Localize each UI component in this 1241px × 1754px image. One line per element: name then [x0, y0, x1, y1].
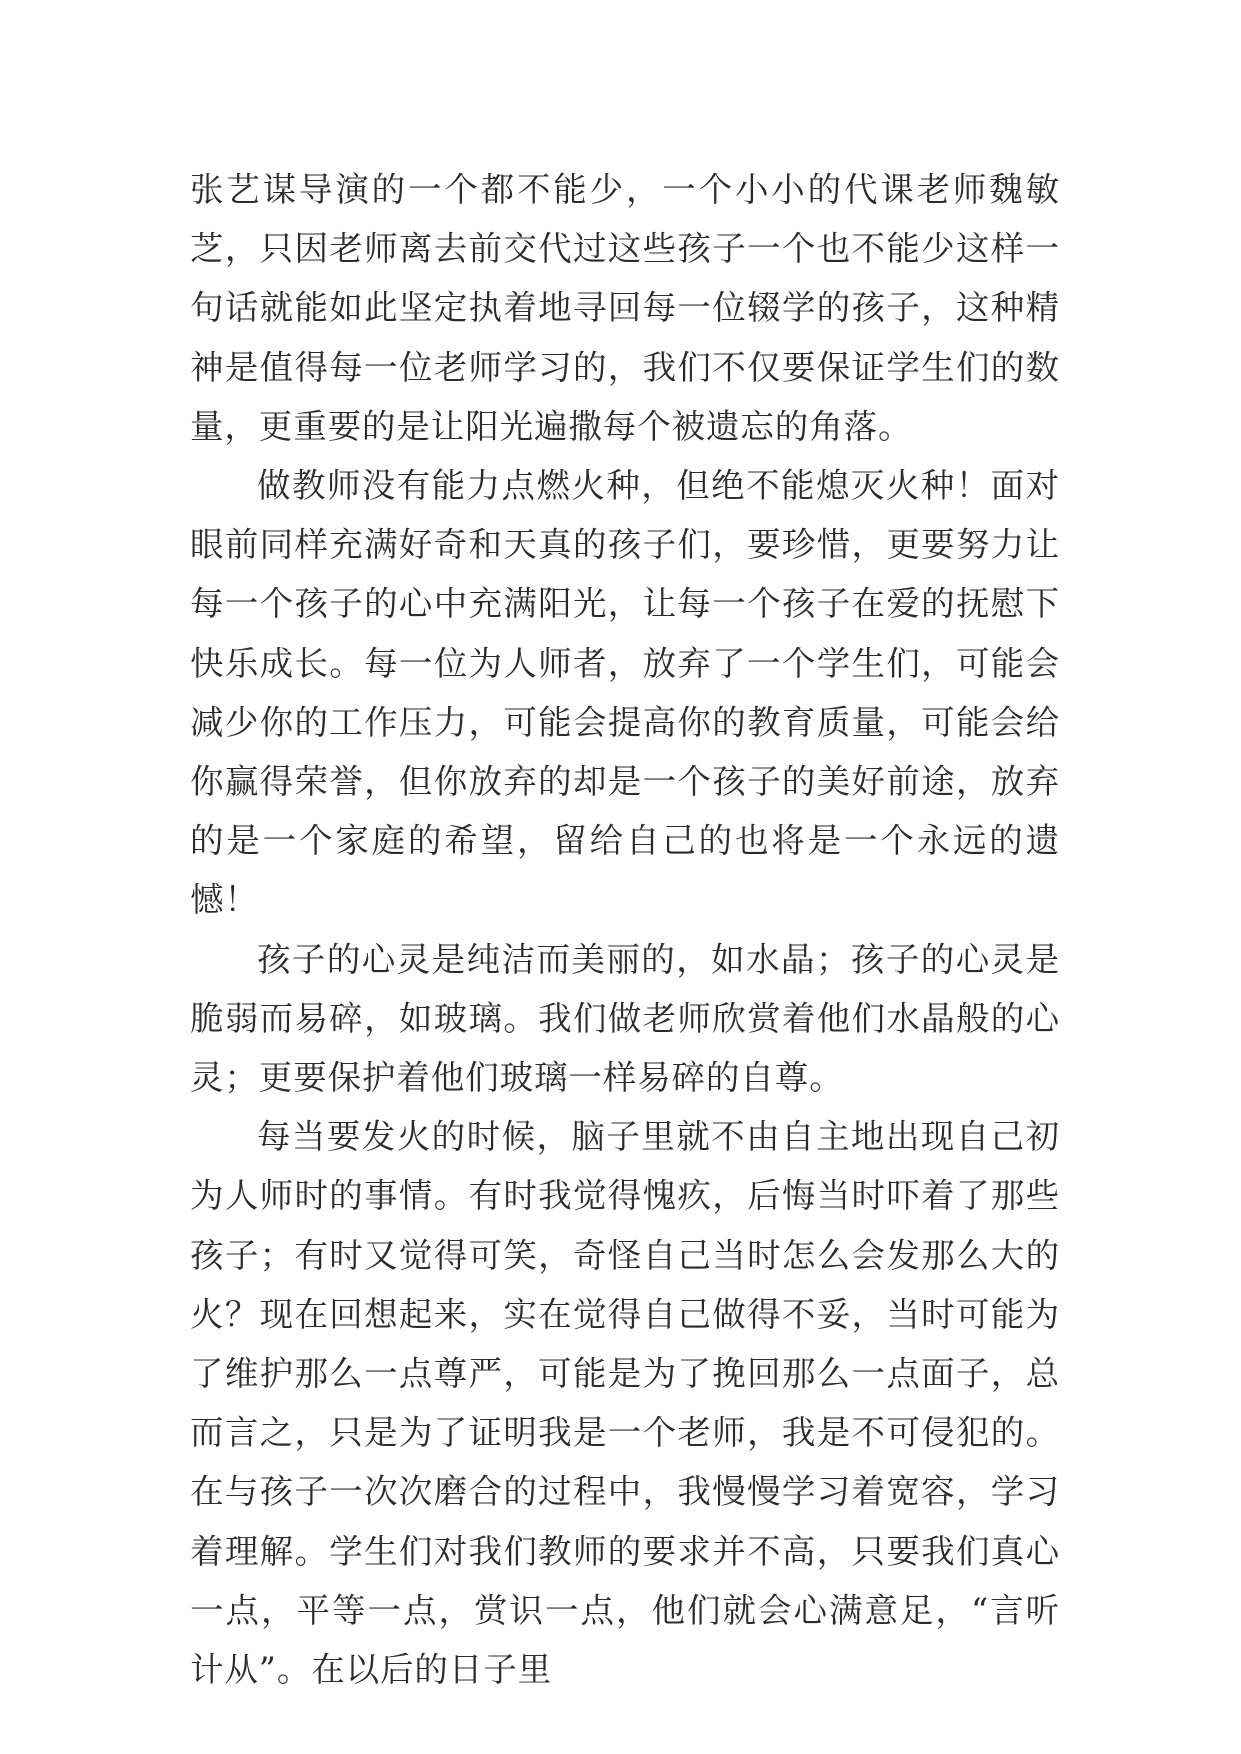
paragraph-2: 做教师没有能力点燃火种，但绝不能熄灭火种！面对眼前同样充满好奇和天真的孩子们，要珍惜，更要努力让每一个孩子的心中充满阳光，让每一个孩子在爱的抚慰下快乐成长。每一位为人师者，放弃了一个学生们，可能会减少你的工作压力，可能会提高你的教育质量，可能会给你赢得荣誉，但你放弃的却是一个孩子的美好前途，放弃的是一个家庭的希望，留给自己的也将是一个永远的遗憾！: [190, 466, 1060, 920]
paragraph-1: 张艺谋导演的一个都不能少，一个小小的代课老师魏敏芝，只因老师离去前交代过这些孩子一个也不能少这样一句话就能如此坚定执着地寻回每一位辍学的孩子，这种精神是值得每一位老师学习的，我们不仅要保证学生们的数量，更重要的是让阳光遍撒每个被遗忘的角落。: [190, 170, 1060, 446]
document-body: [190, 160, 1060, 1699]
paragraph-4: 每当要发火的时候，脑子里就不由自主地出现自己初为人师时的事情。有时我觉得愧疚，后悔当时吓着了那些孩子；有时又觉得可笑，奇怪自己当时怎么会发那么大的火？现在回想起来，实在觉得自己做得不妥，当时可能为了维护那么一点尊严，可能是为了挽回那么一点面子，总而言之，只是为了证明我是一个老师，我是不可侵犯的。在与孩子一次次磨合的过程中，我慢慢学习着宽容，学习着理解。学生们对我们教师的要求并不高，只要我们真心一点，平等一点，赏识一点，他们就会心满意足，“言听计从”。在以后的日子里: [190, 1117, 1060, 1690]
paragraph-3: 孩子的心灵是纯洁而美丽的，如水晶；孩子的心灵是脆弱而易碎，如玻璃。我们做老师欣赏着他们水晶般的心灵；更要保护着他们玻璃一样易碎的自尊。: [190, 939, 1060, 1098]
